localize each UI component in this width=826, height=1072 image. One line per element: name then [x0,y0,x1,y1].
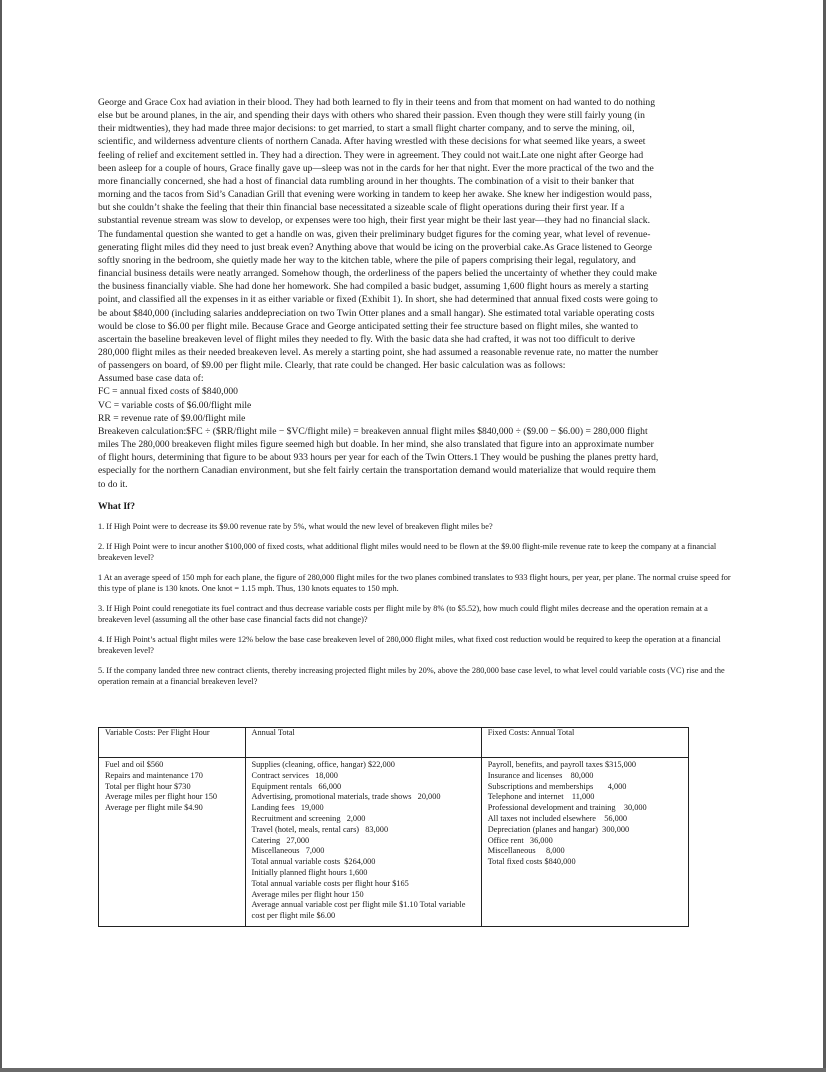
cost-line-item: Total annual variable costs per flight hour $165 [251,878,409,888]
narrative-line: point, and classified all the expenses in it as either variable or fixed (Exhibit 1). In short, she had determined that annual fixed costs were going to [98,294,658,306]
annual-total-cell [245,758,481,927]
cost-line-item: Insurance and licenses 80,000 [487,770,594,780]
question-item: 2. If High Point were to incur another $100,000 of fixed costs, what additional flight miles would need to be flown at the $9.00 flight-mile revenue rate to keep the company at a financial breakeven level? [98,541,717,562]
narrative-line: of passengers on board, of $9.00 per flight mile. Clearly, that rate could be changed. Her basic calculation was as follows: [98,360,566,372]
narrative-line: be about $840,000 (including salaries anddepreciation on two Twin Otter planes and a small hangar). She estimated total variable operating costs [98,307,655,319]
narrative-line: to do it. [98,478,128,490]
cost-line-item: Fuel and oil $560 [105,760,164,769]
cost-line-item: Average annual variable cost per flight mile $1.10 Total variable cost per flight mile $6.00 [251,900,468,921]
cost-line-item: Miscellaneous 8,000 [487,846,565,856]
narrative-line: George and Grace Cox had aviation in their blood. They had both learned to fly in their teens and from that moment on had wanted to do nothing [98,97,656,108]
cost-line-item: Depreciation (planes and hangar) 300,000 [487,824,630,834]
cost-line-item: Office rent 36,000 [487,835,553,845]
header-fixed-costs: Fixed Costs: Annual Total [481,728,688,758]
table-header-row [99,728,689,758]
narrative-line: VC = variable costs of $6.00/flight mile [98,399,252,411]
document-body [98,96,732,687]
cost-line-item: Contract services 18,000 [251,770,338,780]
question-item: 5. If the company landed three new contract clients, thereby increasing projected flight miles by 20%, above the 280,000 base case level, to what level could variable costs (VC) rise and the operation remain at a financial breakeven level? [98,665,725,686]
narrative-line: generating flight miles did they need to just break even? Anything above that would be icing on the proverbial cake.As Grace listened to George [98,241,652,253]
narrative-line: RR = revenue rate of $9.00/flight mile [98,412,246,424]
cost-line-item: Advertising, promotional materials, trade shows 20,000 [251,792,441,802]
narrative-line: Assumed base case data of: [98,373,204,385]
page-bottom-border [0,1068,826,1072]
cost-line-item: Recruitment and screening 2,000 [251,813,366,823]
cost-line-item: Repairs and maintenance 170 [105,770,203,780]
question-item: 4. If High Point’s actual flight miles were 12% below the base case breakeven level of 280,000 flight miles, what fixed cost reduction would be required to keep the operation at a financial breakeven level? [98,634,721,655]
narrative-line: The fundamental question she wanted to get a handle on was, given their preliminary budget figures for the coming year, what level of revenue- [98,228,651,240]
exhibit-cost-table [98,727,689,927]
narrative-line: would be close to $6.00 per flight mile. Because Grace and George anticipated setting their fee structure based on flight miles, she wanted to [98,320,639,332]
cost-line-item: Total annual variable costs $264,000 [251,857,376,867]
cost-line-item: Total fixed costs $840,000 [487,857,576,867]
cost-line-item: Travel (hotel, meals, rental cars) 83,000 [251,824,389,834]
cost-line-item: Subscriptions and memberships 4,000 [487,781,627,791]
table-body-row [99,758,689,927]
cost-line-item: Professional development and training 30,000 [487,803,647,813]
cost-line-item: Total per flight hour $730 [105,781,191,791]
narrative-line: been asleep for a couple of hours, Grace finally gave up—sleep was not in the cards for her that night. Ever the more practical of the two and the [98,162,654,174]
narrative-line: of flight hours, determining that figure to be about 933 hours per year for each of the Twin Otters.1 They would be pushing the planes pretty hard, [98,452,659,464]
narrative-line: feeling of relief and excitement settled in. They had a direction. They were in agreement. They could not wait.Late one night after George had [98,149,644,161]
cost-line-item: Average per flight mile $4.90 [105,803,203,813]
case-narrative [98,96,732,491]
narrative-line: FC = annual fixed costs of $840,000 [98,386,238,398]
question-item: 1. If High Point were to decrease its $9.00 revenue rate by 5%, what would the new level of breakeven flight miles be? [98,521,493,531]
fixed-costs-cell [481,758,688,927]
narrative-line: 280,000 flight miles as their needed breakeven level. As merely a starting point, she had assumed a reasonable revenue rate, no matter the number [98,346,659,358]
question-item: 1 At an average speed of 150 mph for each plane, the figure of 280,000 flight miles for the two planes combined translates to 933 flight hours, per year, per plane. The normal cruise speed for this type of plane is 130 knots. One knot = 1.15 mph. Thus, 130 knots equates to 150 mph. [98,572,731,593]
what-if-heading: What If? [98,500,136,512]
cost-line-item: Average miles per flight hour 150 [251,889,364,899]
narrative-line: but she couldn’t shake the feeling that their thin financial base necessitated a sizeable scale of flight operations during their first year. If a [98,202,625,214]
cost-line-item: All taxes not included elsewhere 56,000 [487,813,628,823]
narrative-line: the business financially viable. She had done her homework. She had compiled a basic budget, assuming 1,600 flight hours as merely a starting [98,281,649,293]
narrative-line: their midtwenties), they had made three major decisions: to get married, to start a small flight charter company, and to serve the mining, oil, [98,123,635,135]
question-item: 3. If High Point could renegotiate its fuel contract and thus decrease variable costs per flight mile by 8% (to $5.52), how much could flight miles decrease and the operation remain at a breakeven level (assuming all the other base case financial facts did not change)? [98,603,708,624]
narrative-line: more financially concerned, she had a host of financial data rumbling around in her thoughts. The combination of a visit to their banker that [98,175,635,187]
cost-line-item: Supplies (cleaning, office, hangar) $22,000 [251,760,395,769]
cost-line-item: Telephone and internet 11,000 [487,792,595,802]
narrative-line: scientific, and wilderness adventure clients of northern Canada. After having wrestled with these decisions for what seemed like years, a sweet [98,136,646,148]
cost-line-item: Average miles per flight hour 150 [105,792,218,802]
variable-costs-cell [99,758,246,927]
narrative-line: substantial revenue stream was slow to develop, or expenses were too high, their first year might be their last year—they had no financial slack. [98,215,651,227]
header-annual-total: Annual Total [245,728,481,758]
narrative-line: morning and the tacos from Sid’s Canadian Grill that evening were working in tandem to keep her awake. She knew her indigestion would pass, [98,189,652,201]
narrative-line: else but be around planes, in the air, and spending their days with others who shared their passion. Even though they were still fairly young (in [98,110,645,122]
cost-line-item: Catering 27,000 [251,835,310,845]
cost-line-item: Initially planned flight hours 1,600 [251,867,368,877]
header-variable-costs: Variable Costs: Per Flight Hour [99,728,246,758]
cost-line-item: Landing fees 19,000 [251,803,324,813]
questions-list [98,521,732,687]
cost-line-item: Equipment rentals 66,000 [251,781,342,791]
narrative-line: softly snoring in the bedroom, she quietly made her way to the kitchen table, where the pile of papers comprising their legal, regulatory, and [98,254,636,266]
narrative-line: financial business details were neatly arranged. Somehow though, the orderliness of the papers belied the uncertainty of whether they could make [98,268,657,280]
narrative-line: Breakeven calculation:$FC ÷ ($RR/flight mile − $VC/flight mile) = breakeven annual flight miles $840,000 ÷ ($9.00 − $6.00) = 280,000 flight [98,425,648,437]
narrative-line: especially for the northern Canadian environment, but she felt fairly certain the transportation demand would materialize that would require them [98,465,656,477]
cost-line-item: Payroll, benefits, and payroll taxes $315,000 [487,760,637,769]
narrative-line: miles The 280,000 breakeven flight miles figure seemed high but doable. In her mind, she also translated that figure into an approximate number [98,439,654,451]
narrative-line: ascertain the baseline breakeven level of flight miles they needed to fly. With the basic data she had crafted, it was not too difficult to derive [98,333,636,345]
page-left-border [0,0,2,1072]
cost-line-item: Miscellaneous 7,000 [251,846,325,856]
